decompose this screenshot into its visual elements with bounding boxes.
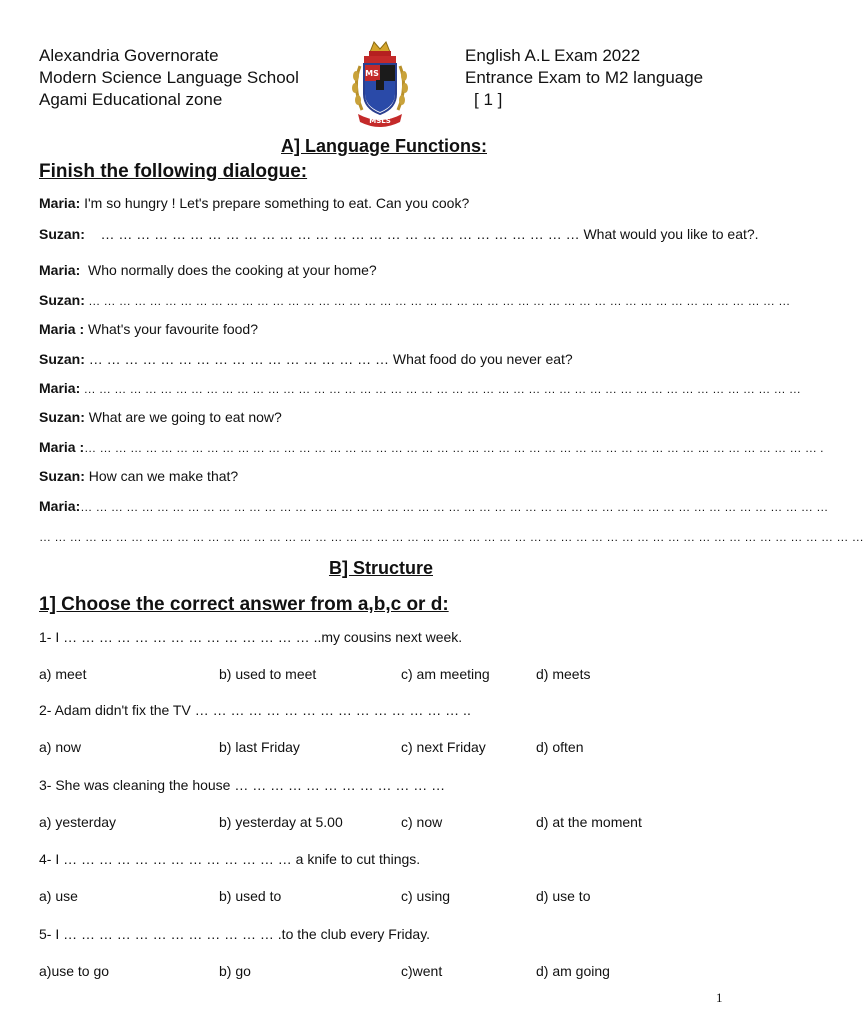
line-text: What's your favourite food? xyxy=(84,321,258,337)
dialogue-line xyxy=(39,409,282,425)
speaker: Maria: xyxy=(39,498,81,514)
speaker: Suzan: xyxy=(39,351,85,367)
school-name-line: Modern Science Language School xyxy=(39,68,299,87)
line-text: … … … … … … … … … … … … … … … … … … … … … … … … … … … … … … … … … … … … … … … … … … … … … … … … … xyxy=(80,500,829,514)
option-b: b) yesterday at 5.00 xyxy=(219,814,343,830)
dialogue-line xyxy=(39,468,238,484)
speaker: Suzan: xyxy=(39,292,85,308)
line-text: How can we make that? xyxy=(84,468,239,484)
line-text: I'm so hungry ! Let's prepare something to eat. Can you cook? xyxy=(80,195,470,211)
option-a: a)use to go xyxy=(39,963,110,979)
page-number: 1 xyxy=(716,990,723,1005)
option-a: a) now xyxy=(39,739,82,755)
option-c: c) am meeting xyxy=(401,666,490,682)
option-c: c) next Friday xyxy=(401,739,486,755)
option-d: d) am going xyxy=(536,963,610,979)
dialogue-continuation: … … … … … … … … … … … … … … … … … … … … … … … … … … … … … … … … … … … … … … … … … … … … … … … … … … … … … … xyxy=(39,530,864,544)
exam-title-line: English A.L Exam 2022 xyxy=(465,46,641,65)
speaker: Maria : xyxy=(39,321,85,337)
dialogue-line xyxy=(39,439,824,455)
option-a: a) yesterday xyxy=(39,814,117,830)
option-b: b) used to meet xyxy=(219,666,317,682)
dialogue-line xyxy=(39,195,469,211)
dialogue-line xyxy=(39,226,759,242)
speaker: Maria: xyxy=(39,195,81,211)
option-a: a) use xyxy=(39,888,78,904)
line-text: Who normally does the cooking at your home? xyxy=(80,262,377,278)
governorate-line: Alexandria Governorate xyxy=(39,46,219,65)
option-d: d) meets xyxy=(536,666,591,682)
exam-subtitle-line: Entrance Exam to M2 language xyxy=(465,68,704,87)
option-a: a) meet xyxy=(39,666,87,682)
speaker: Suzan: xyxy=(39,226,85,242)
speaker: Maria: xyxy=(39,262,81,278)
option-b: b) used to xyxy=(219,888,282,904)
line-text: … … … … … … … … … … … … … … … … … … … … … … … … … … … … … … … … … … … … … … … … … … … … … … xyxy=(84,294,791,308)
dialogue-line xyxy=(39,380,801,396)
line-text: … … … … … … … … … … … … … … … … … … … … … … … … … … … … … … … … … … … … … … … … … … … … … … … xyxy=(80,382,801,396)
speaker: Maria : xyxy=(39,439,85,455)
question-text: 5- I … … … … … … … … … … … … .to the club every Friday. xyxy=(39,926,431,942)
school-logo xyxy=(350,36,410,128)
option-b: b) last Friday xyxy=(219,739,300,755)
option-c: c) now xyxy=(401,814,443,830)
section-a-title: A] Language Functions: xyxy=(281,136,487,156)
dialogue-line xyxy=(39,292,790,308)
option-d: d) use to xyxy=(536,888,591,904)
speaker: Suzan: xyxy=(39,468,85,484)
option-d: d) often xyxy=(536,739,584,755)
section-b-title: B] Structure xyxy=(328,558,433,578)
question-text: 3- She was cleaning the house … … … … … … … … … … … … xyxy=(39,777,446,793)
page-marker: [ 1 ] xyxy=(474,90,503,109)
option-b: b) go xyxy=(219,963,251,979)
logo-letters: MSLS xyxy=(369,117,391,125)
question-text: 1- I … … … … … … … … … … … … … … ..my cousins next week. xyxy=(39,629,463,645)
speaker: Suzan: xyxy=(39,409,85,425)
option-c: c)went xyxy=(401,963,443,979)
question-text: 2- Adam didn't fix the TV … … … … … … … … … … … … … … … .. xyxy=(39,702,471,718)
dialogue-line xyxy=(39,351,573,367)
dialogue-line xyxy=(39,321,258,337)
line-text: … … … … … … … … … … … … … … … … … What food do you never eat? xyxy=(84,351,573,367)
speaker: Maria: xyxy=(39,380,81,396)
line-text: … … … … … … … … … … … … … … … … … … … … … … … … … … … … … … … … … … … … … … … … … … … … … … … … . xyxy=(84,441,824,455)
dialogue-line xyxy=(39,262,377,278)
question-text: 4- I … … … … … … … … … … … … … a knife to cut things. xyxy=(39,851,421,867)
line-text: … … … … … … … … … … … … … … … … … … … … … … … … … … … What would you like to eat?. xyxy=(84,226,759,242)
dialogue-line xyxy=(39,498,828,514)
option-c: c) using xyxy=(401,888,451,904)
svg-text:MS: MS xyxy=(365,69,379,78)
zone-line: Agami Educational zone xyxy=(39,90,223,109)
section-b-instruction: 1] Choose the correct answer from a,b,c or d: xyxy=(39,594,449,615)
option-d: d) at the moment xyxy=(536,814,642,830)
section-a-instruction: Finish the following dialogue: xyxy=(39,161,308,182)
line-text: What are we going to eat now? xyxy=(84,409,282,425)
